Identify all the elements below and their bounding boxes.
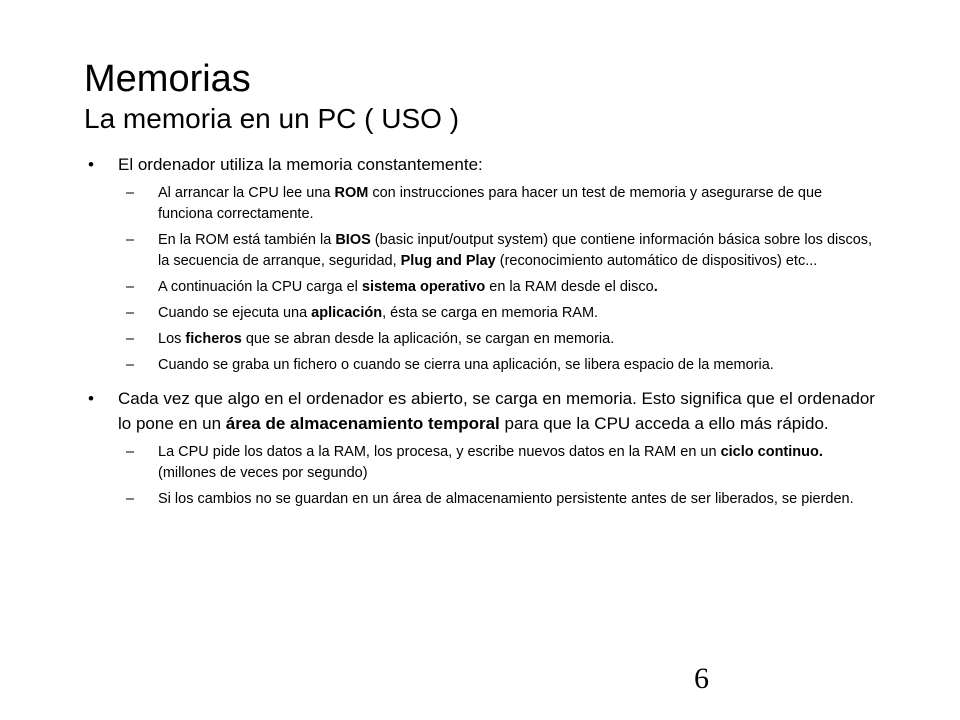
text: Cuando se graba un fichero o cuando se cierra una aplicación, se libera espacio de la memoria. <box>158 357 774 373</box>
text: En la ROM está también la <box>158 232 336 248</box>
text: (reconocimiento automático de dispositivos) etc... <box>495 253 818 269</box>
sub-bullet-item <box>86 183 876 225</box>
dash-marker: – <box>126 232 135 248</box>
text: A continuación la CPU carga el <box>158 279 362 295</box>
bold-text: ROM <box>334 185 369 201</box>
text: Si los cambios no se guardan en un área de almacenamiento persistente antes de ser liberados, se pierden. <box>158 491 854 507</box>
slide-content <box>86 152 876 520</box>
bullet-marker: • <box>88 389 94 408</box>
sub-bullet-item <box>86 355 876 376</box>
slide-title-main: Memorias <box>84 58 251 100</box>
text: Al arrancar la CPU lee una <box>158 185 335 201</box>
text: para que la CPU acceda a ello más rápido. <box>499 414 829 433</box>
text: Cuando se ejecuta una <box>158 305 312 321</box>
dash-marker: – <box>126 357 135 373</box>
sub-bullet-item <box>86 489 876 510</box>
dash-marker: – <box>126 491 135 507</box>
bold-text: BIOS <box>335 232 371 248</box>
dash-marker: – <box>126 305 135 321</box>
slide-subtitle: La memoria en un PC ( USO ) <box>84 103 460 134</box>
text: (basic input/output system) que contiene información básica sobre los discos, la secuencia de arranque, seguridad, <box>158 232 873 269</box>
text: Cada vez que algo en el ordenador es abierto, se carga en memoria. Esto significa que el ordenador lo pone en un <box>118 389 875 433</box>
bullet-item <box>86 386 876 436</box>
bold-text: sistema operativo <box>361 279 486 295</box>
dash-marker: – <box>126 331 135 347</box>
bold-text: área de almacenamiento temporal <box>225 414 500 433</box>
sub-bullet-item <box>86 303 876 324</box>
bold-text: ficheros <box>185 331 242 347</box>
slide-title <box>84 56 884 136</box>
dash-marker: – <box>126 185 135 201</box>
sub-bullet-item <box>86 277 876 298</box>
text: , ésta se carga en memoria RAM. <box>382 305 599 321</box>
text: que se abran desde la aplicación, se cargan en memoria. <box>241 331 615 347</box>
text: Los <box>158 331 186 347</box>
bold-text: aplicación <box>311 305 383 321</box>
dash-marker: – <box>126 444 135 460</box>
page-number: 6 <box>694 662 709 695</box>
text: El ordenador utiliza la memoria constantemente: <box>118 155 483 174</box>
dash-marker: – <box>126 279 135 295</box>
bold-text: ciclo continuo. <box>720 444 823 460</box>
sub-bullet-item <box>86 329 876 350</box>
text: La CPU pide los datos a la RAM, los procesa, y escribe nuevos datos en la RAM en un <box>158 444 721 460</box>
bullet-marker: • <box>88 155 94 174</box>
sub-list <box>86 442 876 510</box>
sub-bullet-item <box>86 442 876 484</box>
sub-bullet-item <box>86 230 876 272</box>
bullet-item <box>86 152 876 177</box>
sub-list <box>86 183 876 376</box>
bold-text: . <box>653 279 658 295</box>
bold-text: Plug and Play <box>400 253 496 269</box>
text: (millones de veces por segundo) <box>158 465 368 481</box>
text: con instrucciones para hacer un test de memoria y asegurarse de que funciona correctamente. <box>158 185 823 222</box>
text: en la RAM desde el disco <box>485 279 654 295</box>
